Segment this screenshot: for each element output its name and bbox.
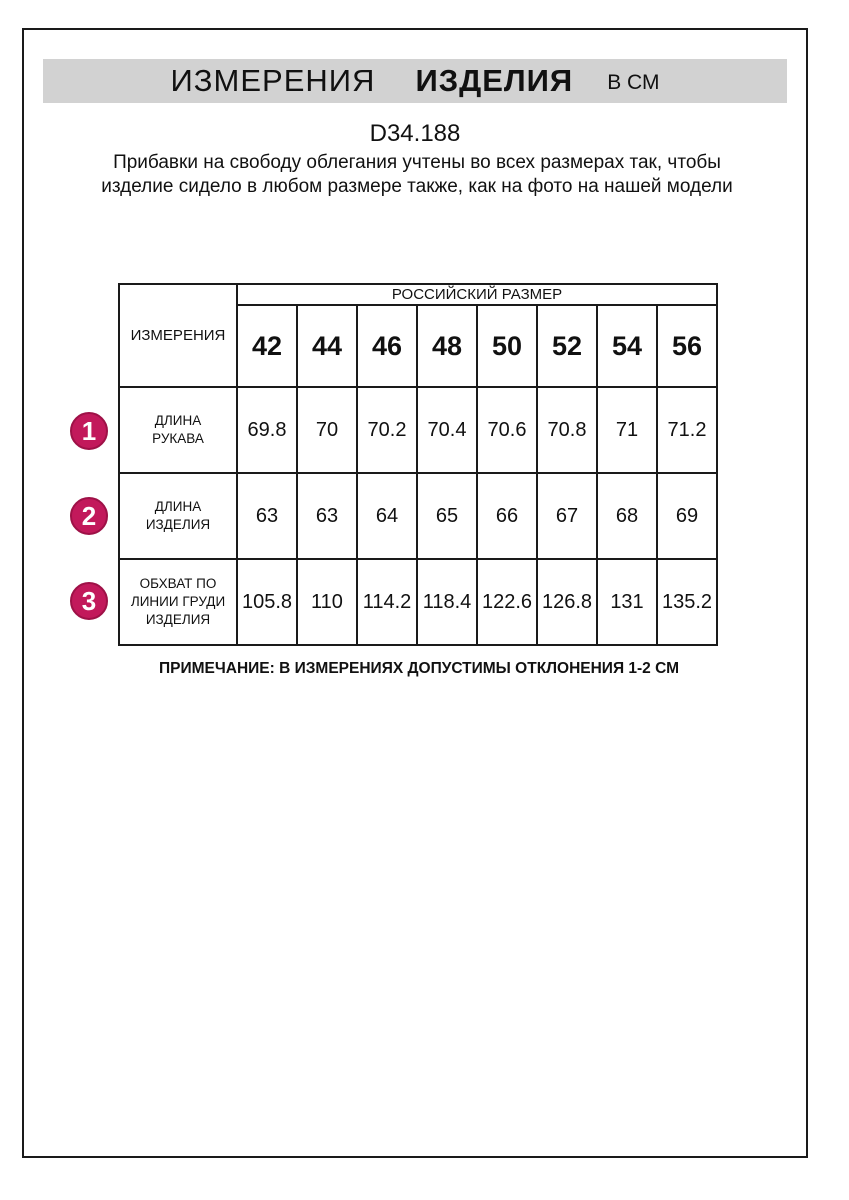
value-cell: 64 — [357, 473, 417, 559]
row-number: 3 — [81, 585, 97, 616]
group-header-cell: РОССИЙСКИЙ РАЗМЕР — [237, 284, 717, 305]
value-cell: 110 — [297, 559, 357, 645]
size-cell: 46 — [357, 305, 417, 387]
row-label: ДЛИНА ИЗДЕЛИЯ — [119, 473, 237, 559]
row-label: ДЛИНА РУКАВА — [119, 387, 237, 473]
value-cell: 65 — [417, 473, 477, 559]
size-cell: 50 — [477, 305, 537, 387]
value-cell: 67 — [537, 473, 597, 559]
row-number: 1 — [81, 415, 97, 446]
row-number-badge — [70, 412, 108, 450]
title-product: ИЗДЕЛИЯ — [415, 63, 574, 98]
row-number-badge — [70, 582, 108, 620]
title-units: В СМ — [607, 71, 660, 94]
table-row-chest-girth — [119, 559, 717, 645]
value-cell: 69 — [657, 473, 717, 559]
title-measurements: ИЗМЕРЕНИЯ — [170, 63, 376, 98]
size-cell: 56 — [657, 305, 717, 387]
size-cell: 48 — [417, 305, 477, 387]
value-cell: 63 — [297, 473, 357, 559]
size-cell: 52 — [537, 305, 597, 387]
value-cell: 63 — [237, 473, 297, 559]
value-cell: 70.8 — [537, 387, 597, 473]
size-cell: 44 — [297, 305, 357, 387]
value-cell: 66 — [477, 473, 537, 559]
row-number-badge — [70, 497, 108, 535]
value-cell: 70.2 — [357, 387, 417, 473]
value-cell: 131 — [597, 559, 657, 645]
value-cell: 70.6 — [477, 387, 537, 473]
value-cell: 71.2 — [657, 387, 717, 473]
table-row-group-header — [119, 284, 717, 305]
value-cell: 70.4 — [417, 387, 477, 473]
value-cell: 135.2 — [657, 559, 717, 645]
value-cell: 69.8 — [237, 387, 297, 473]
table-row-garment-length — [119, 473, 717, 559]
value-cell: 70 — [297, 387, 357, 473]
note-text: ПРИМЕЧАНИЕ: В ИЗМЕРЕНИЯХ ДОПУСТИМЫ ОТКЛОНЕНИЯ 1-2 СМ — [158, 660, 680, 677]
value-cell: 105.8 — [237, 559, 297, 645]
value-cell: 122.6 — [477, 559, 537, 645]
table-row-sleeve-length — [119, 387, 717, 473]
value-cell: 118.4 — [417, 559, 477, 645]
corner-header-cell: ИЗМЕРЕНИЯ — [119, 284, 237, 387]
size-cell: 42 — [237, 305, 297, 387]
size-table — [118, 283, 718, 646]
page — [22, 28, 808, 1158]
row-number: 2 — [81, 500, 97, 531]
value-cell: 126.8 — [537, 559, 597, 645]
value-cell: 68 — [597, 473, 657, 559]
value-cell: 71 — [597, 387, 657, 473]
article-code: D34.188 — [369, 120, 461, 147]
value-cell: 114.2 — [357, 559, 417, 645]
row-label: ОБХВАТ ПО ЛИНИИ ГРУДИ ИЗДЕЛИЯ — [119, 559, 237, 645]
description-text: Прибавки на свободу облегания учтены во всех размерах так, чтобы изделие сидело в любом размере также, как на фото на нашей модели — [101, 152, 733, 198]
size-cell: 54 — [597, 305, 657, 387]
title-band — [43, 59, 787, 103]
